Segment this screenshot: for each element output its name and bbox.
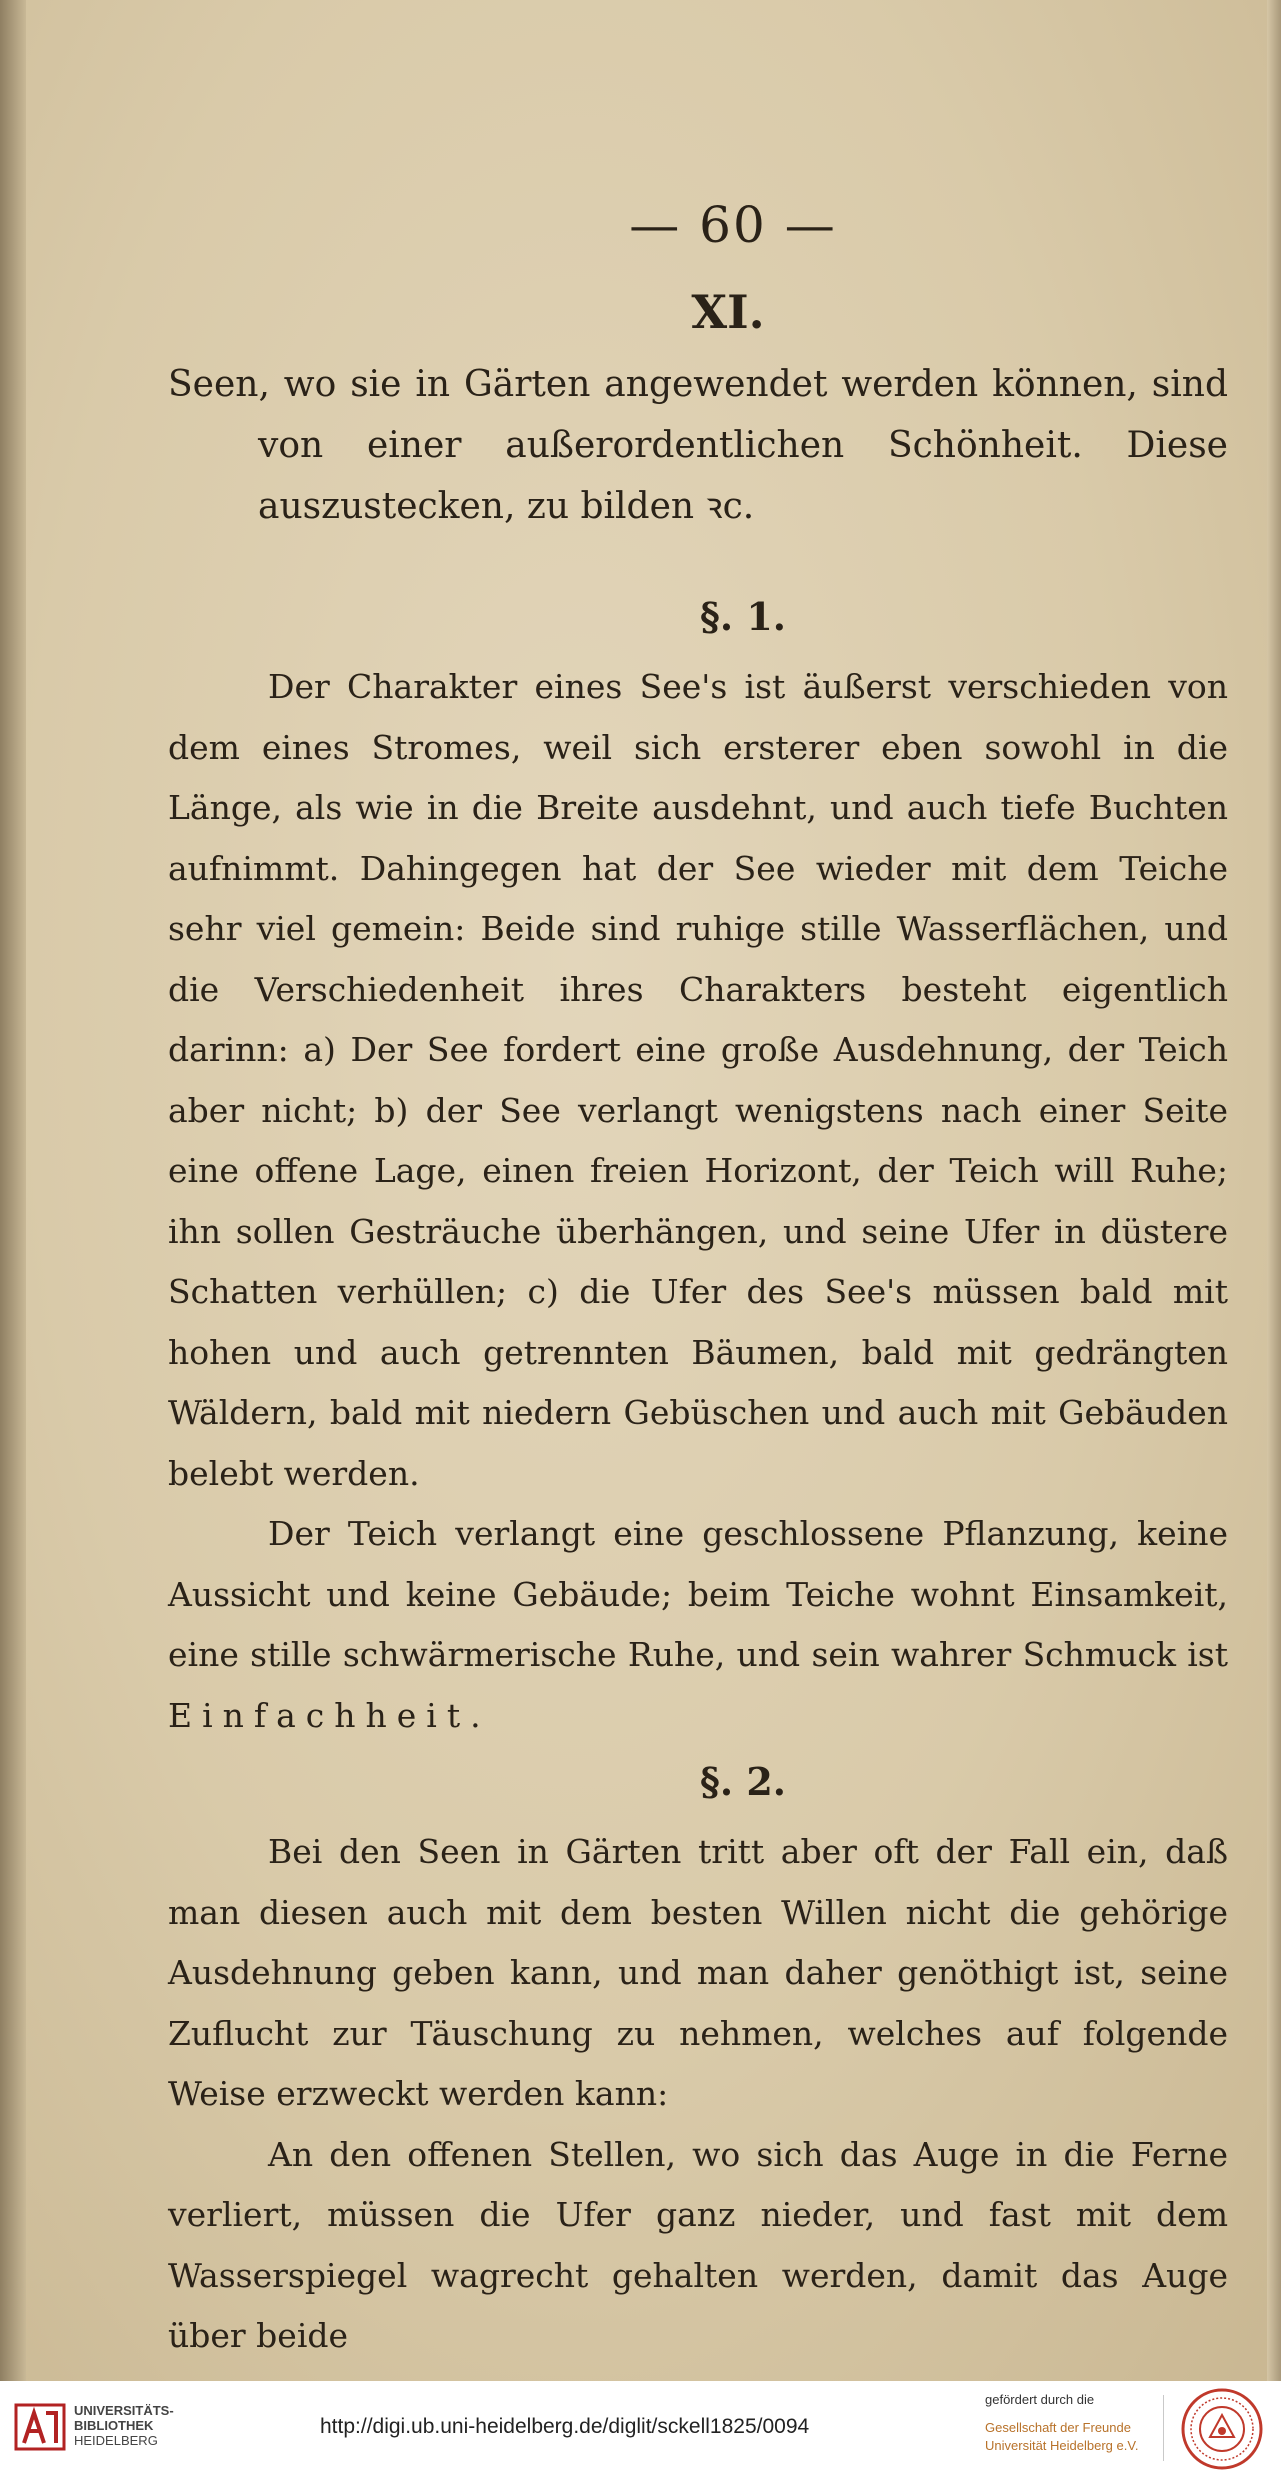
sponsor-org-line: Gesellschaft der Freunde <box>985 2420 1131 2435</box>
library-name-line: BIBLIOTHEK <box>74 2418 154 2433</box>
page-outer-edge <box>1267 0 1281 2381</box>
chapter-number: XI. <box>691 285 765 339</box>
ub-heidelberg-logo-icon[interactable] <box>12 2399 68 2455</box>
library-name[interactable] <box>74 2403 174 2448</box>
paragraph: Der Charakter eines See's ist äußerst verschieden von dem eines Stromes, weil sich ersterer eben sowohl in die Länge, als wie in die Breite ausdehnt, und auch tiefe Buchten aufnimmt. Dahingegen hat der See wieder mit dem Teiche sehr viel gemein: Beide sind ruhige stille Wasserflächen, und die Verschiedenheit ihres Charakters besteht eigentlich darinn: a) Der See fordert eine große Ausdehnung, der Teich aber nicht; b) der See verlangt wenigstens nach einer Seite eine offene Lage, einen freien Horizont, der Teich will Ruhe; ihn sollen Gesträuche überhängen, und seine Ufer in düstere Schatten verhüllen; c) die Ufer des See's müssen bald mit hohen und auch getrennten Bäumen, bald mit gedrängten Wäldern, bald mit niedern Gebüschen und auch mit Gebäuden belebt werden. <box>168 667 1228 1493</box>
sponsor-block[interactable] <box>985 2391 1165 2455</box>
section-heading-1: §. 1. <box>699 594 786 639</box>
permalink-url[interactable]: http://digi.ub.uni-heidelberg.de/diglit/sckell1825/0094 <box>320 2415 810 2438</box>
page-text-column <box>168 190 1228 2367</box>
paragraph: Bei den Seen in Gärten tritt aber oft der Fall ein, daß man diesen auch mit dem besten Willen nicht die gehörige Ausdehnung geben kann, und man daher genöthigt ist, seine Zuflucht zur Täuschung zu nehmen, welches auf folgende Weise erzweckt werden kann: <box>168 1832 1228 2113</box>
paragraph-text: Der Teich verlangt eine geschlossene Pflanzung, keine Aussicht und keine Gebäude; beim Teiche wohnt Einsamkeit, eine stille schwärmerische Ruhe, und sein wahrer Schmuck ist <box>168 1514 1228 1674</box>
university-seal-icon[interactable] <box>1180 2387 1264 2471</box>
sponsor-lead: gefördert durch die <box>985 2392 1095 2407</box>
section-heading-2: §. 2. <box>699 1759 786 1804</box>
footer-divider <box>1163 2395 1164 2461</box>
spaced-emphasis: Einfachheit. <box>168 1695 491 1735</box>
paragraph: An den offenen Stellen, wo sich das Auge in die Ferne verliert, müssen die Ufer ganz nieder, und fast mit dem Wasserspiegel wagrecht gehalten werden, damit das Auge über beide <box>168 2134 1228 2355</box>
page-number: — 60 — <box>629 196 837 254</box>
paragraph <box>168 1504 1228 1746</box>
library-name-line: UNIVERSITÄTS- <box>74 2403 174 2418</box>
sponsor-org-line: Universität Heidelberg e.V. <box>985 2438 1139 2453</box>
library-name-line: HEIDELBERG <box>74 2433 158 2448</box>
footer-bar <box>0 2381 1281 2475</box>
chapter-title: Seen, wo sie in Gärten angewendet werden können, sind von einer außerordentlichen Schönheit. Diese auszustecken, zu bilden ꝛc. <box>168 364 1228 527</box>
page-binding-edge <box>0 0 26 2381</box>
